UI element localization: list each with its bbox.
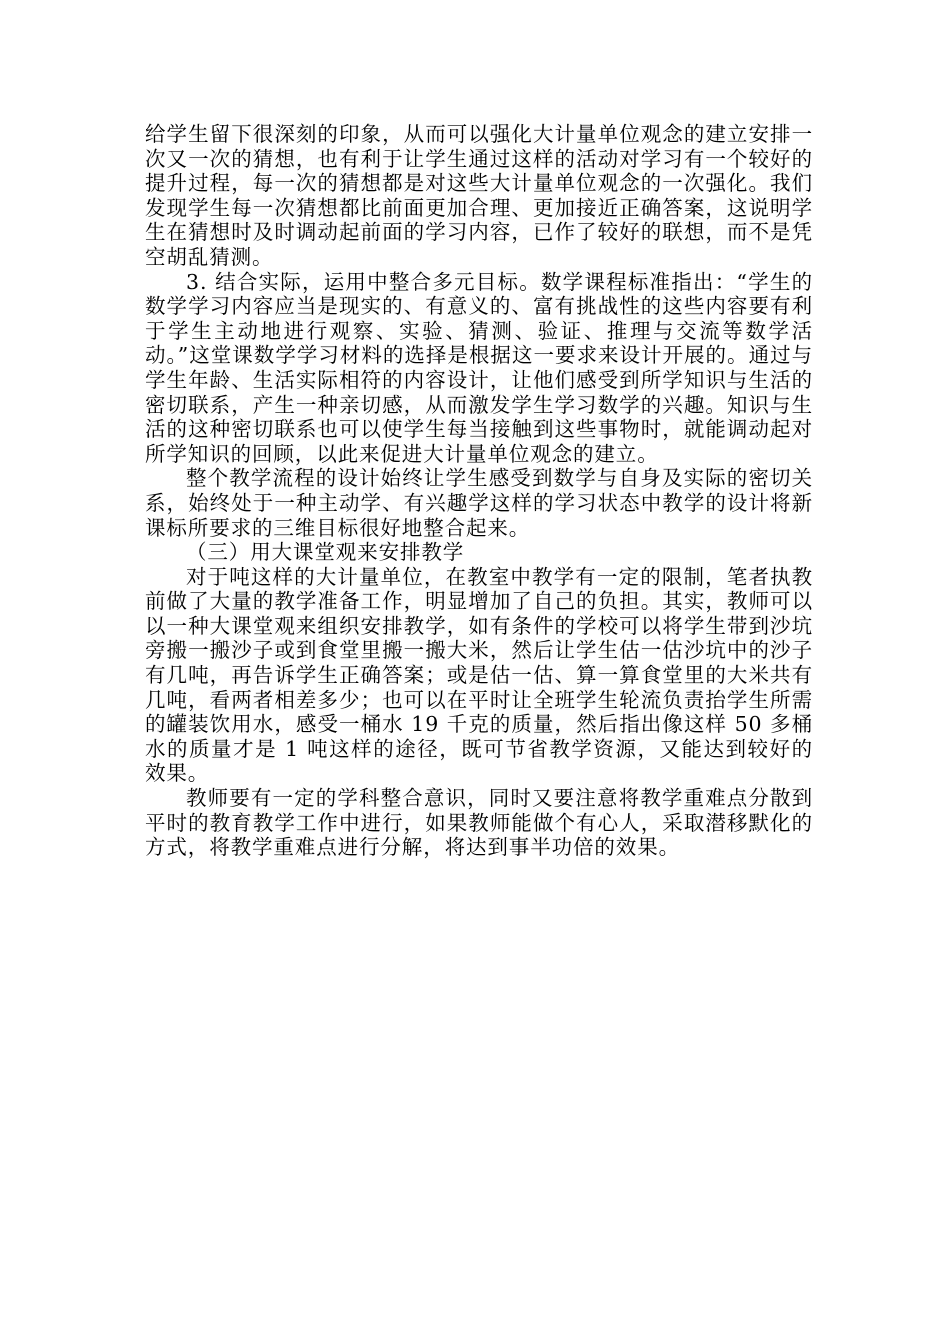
section-heading-big-classroom: （三）用大课堂观来安排教学 xyxy=(186,540,465,565)
paragraph-subject-integration: 教师要有一定的学科整合意识，同时又要注意将教学重难点分散到平时的教育教学工作中进行，如果教师能做个有心人，采取潜移默化的方式，将教学重难点进行分解，将达到事半功倍的效果。 xyxy=(145,786,813,860)
paragraph-integrate-goals: 3. 结合实际，运用中整合多元目标。数学课程标准指出：“学生的数学学习内容应当是现实的、有意义的、富有挑战性的这些内容要有利于学生主动地进行观察、实验、猜测、验证、推理与交流等数学活动。”这堂课数学学习材料的选择是根据这一要求来设计开展的。通过与学生年龄、生活实际相符的内容设计，让他们感受到所学知识与生活的密切联系，产生一种亲切感，从而激发学生学习数学的兴趣。知识与生活的这种密切联系也可以使学生每当接触到这些事物时，就能调动起对所学知识的回顾，以此来促进大计量单位观念的建立。 xyxy=(145,269,813,466)
document-body xyxy=(145,122,813,860)
paragraph-big-classroom: 对于吨这样的大计量单位，在教室中教学有一定的限制，笔者执教前做了大量的教学准备工作，明显增加了自己的负担。其实，教师可以以一种大课堂观来组织安排教学，如有条件的学校可以将学生带到沙坑旁搬一搬沙子或到食堂里搬一搬大米，然后让学生估一估沙坑中的沙子有几吨，再告诉学生正确答案；或是估一估、算一算食堂里的大米共有几吨，看两者相差多少；也可以在平时让全班学生轮流负责抬学生所需的罐装饮用水，感受一桶水 19 千克的质量，然后指出像这样 50 多桶水的质量才是 1 吨这样的途径，既可节省教学资源，又能达到较好的效果。 xyxy=(145,564,813,786)
paragraph-teaching-flow: 整个教学流程的设计始终让学生感受到数学与自身及实际的密切关系，始终处于一种主动学、有兴趣学这样的学习状态中教学的设计将新课标所要求的三维目标很好地整合起来。 xyxy=(145,466,813,540)
paragraph-imagery-reinforcement: 给学生留下很深刻的印象，从而可以强化大计量单位观念的建立安排一次又一次的猜想，也有利于让学生通过这样的活动对学习有一个较好的提升过程，每一次的猜想都是对这些大计量单位观念的一次强化。我们发现学生每一次猜想都比前面更加合理、更加接近正确答案，这说明学生在猜想时及时调动起前面的学习内容，已作了较好的联想，而不是凭空胡乱猜测。 xyxy=(145,122,813,269)
